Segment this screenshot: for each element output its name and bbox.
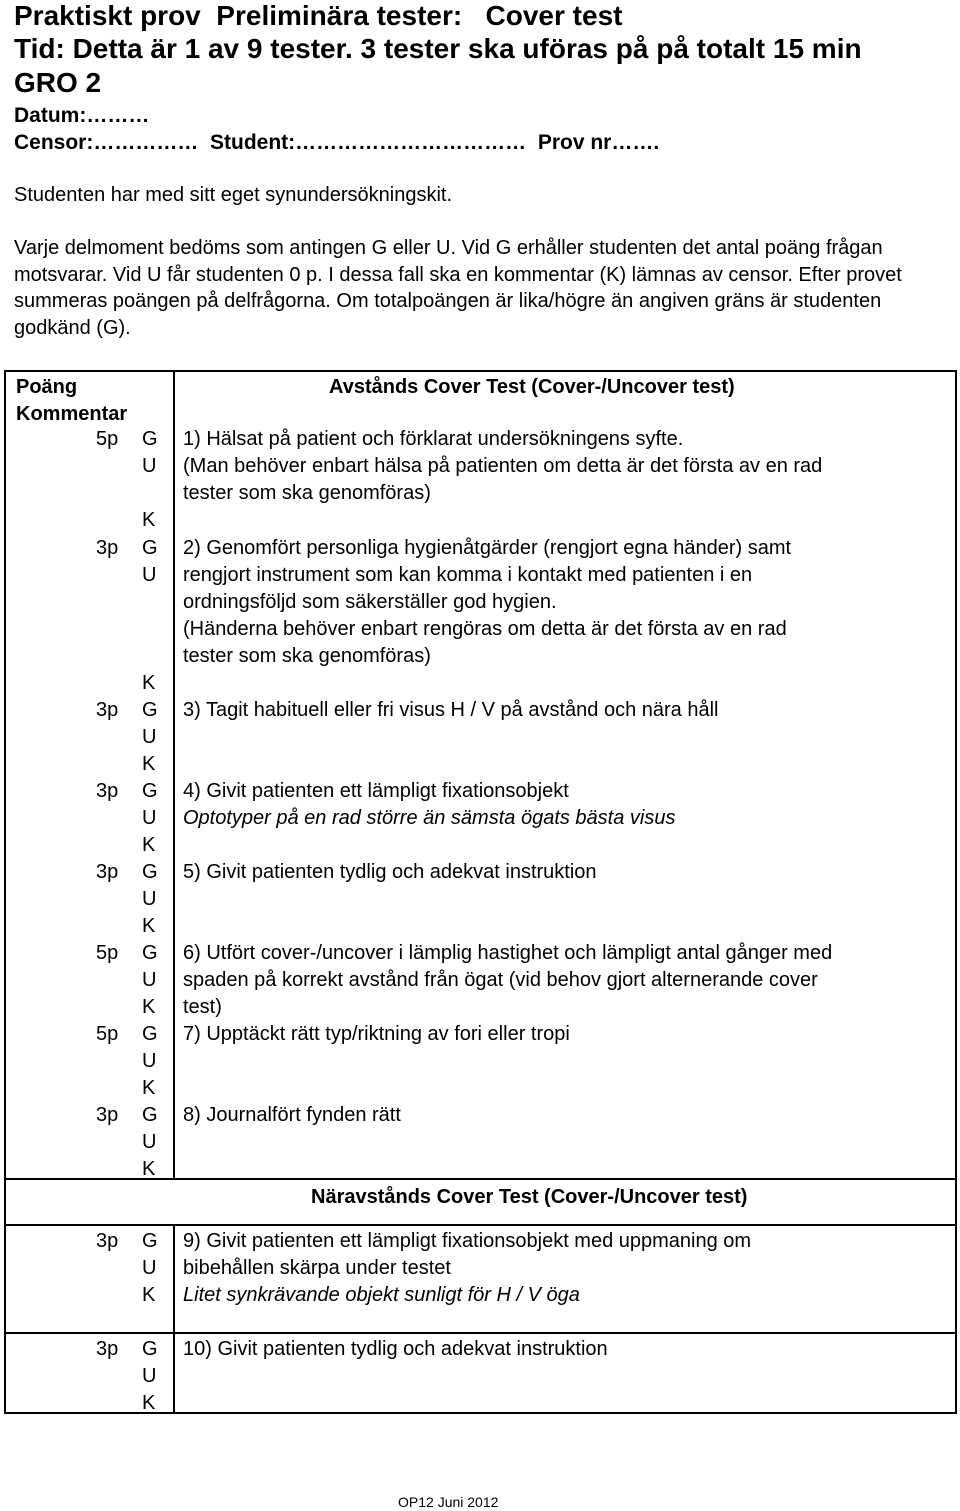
criterion-text-line: 2) Genomfört personliga hygienåtgärder (rengjort egna händer) samt bbox=[183, 537, 792, 559]
criterion-text-line: 1) Hälsat på patient och förklarat undersökningens syfte. bbox=[183, 428, 684, 450]
grade-g-label: G bbox=[142, 861, 158, 883]
title-line-2: Tid: Detta är 1 av 9 tester. 3 tester ska uföras på på totalt 15 min bbox=[14, 33, 862, 64]
criterion-text-line: 8) Journalfört fynden rätt bbox=[183, 1104, 401, 1126]
grade-g-label: G bbox=[142, 428, 158, 450]
grade-k-label: K bbox=[142, 753, 156, 775]
intro-paragraph-1: Studenten har med sitt eget synundersökningskit. bbox=[14, 184, 453, 206]
grade-k-label: K bbox=[142, 509, 156, 531]
grade-u-label: U bbox=[142, 726, 157, 748]
footer-text: OP12 Juni 2012 bbox=[398, 1494, 499, 1510]
col-header-poang: Poäng bbox=[16, 376, 78, 398]
grade-u-label: U bbox=[142, 1050, 157, 1072]
criterion-item bbox=[183, 1336, 948, 1363]
points-value: 3p bbox=[96, 1104, 119, 1126]
criterion-text-line: 9) Givit patienten ett lämpligt fixationsobjekt med uppmaning om bbox=[183, 1230, 752, 1252]
grade-u-label: U bbox=[142, 1257, 157, 1279]
grade-k-label: K bbox=[142, 834, 156, 856]
grade-g-label: G bbox=[142, 1104, 158, 1126]
criterion-item bbox=[183, 1021, 948, 1048]
criterion-text-line: tester som ska genomföras) bbox=[183, 482, 431, 504]
grade-k-label: K bbox=[142, 1077, 156, 1099]
criterion-text-line: spaden på korrekt avstånd från ögat (vid behov gjort alternerande cover bbox=[183, 969, 818, 991]
grade-g-label: G bbox=[142, 1338, 158, 1360]
row-points-cell bbox=[86, 1336, 166, 1476]
criterion-text-line: 3) Tagit habituell eller fri visus H / V på avstånd och nära håll bbox=[183, 699, 719, 721]
grade-k-label: K bbox=[142, 1284, 156, 1306]
section-header-distance: Avstånds Cover Test (Cover-/Uncover test) bbox=[329, 376, 735, 398]
date-line: Datum:……… bbox=[14, 104, 150, 127]
scoring-table bbox=[4, 370, 957, 1414]
row-points-cell bbox=[86, 1102, 166, 1242]
criterion-text-line: (Man behöver enbart hälsa på patienten om detta är det första av en rad bbox=[183, 455, 823, 477]
grade-u-label: U bbox=[142, 564, 157, 586]
points-value: 5p bbox=[96, 428, 119, 450]
criterion-item bbox=[183, 1102, 948, 1129]
points-value: 3p bbox=[96, 699, 119, 721]
criterion-item bbox=[183, 778, 948, 832]
criterion-text-line: (Händerna behöver enbart rengöras om detta är det första av en rad bbox=[183, 618, 787, 640]
grade-g-label: G bbox=[142, 537, 158, 559]
criterion-text-line: 4) Givit patienten ett lämpligt fixationsobjekt bbox=[183, 780, 569, 802]
grade-g-label: G bbox=[142, 942, 158, 964]
points-value: 5p bbox=[96, 1023, 119, 1045]
points-value: 5p bbox=[96, 942, 119, 964]
criterion-text-line: rengjort instrument som kan komma i kontakt med patienten i en bbox=[183, 564, 753, 586]
criterion-text-line: ordningsföljd som säkerställer god hygien. bbox=[183, 591, 557, 613]
grade-k-label: K bbox=[142, 1158, 156, 1180]
criterion-text-line: bibehållen skärpa under testet bbox=[183, 1257, 451, 1279]
criterion-text-line: 6) Utfört cover-/uncover i lämplig hastighet och lämpligt antal gånger med bbox=[183, 942, 833, 964]
points-value: 3p bbox=[96, 861, 119, 883]
criterion-item bbox=[183, 859, 948, 886]
grade-g-label: G bbox=[142, 1230, 158, 1252]
criterion-note-italic: Litet synkrävande objekt sunligt för H / V öga bbox=[183, 1284, 580, 1306]
grade-g-label: G bbox=[142, 1023, 158, 1045]
points-value: 3p bbox=[96, 1338, 119, 1360]
grade-u-label: U bbox=[142, 1365, 157, 1387]
censor-student-line: Censor:…………… Student:…………………………… Prov nr……. bbox=[14, 131, 660, 154]
points-value: 3p bbox=[96, 1230, 119, 1252]
grade-g-label: G bbox=[142, 699, 158, 721]
criterion-text-line: tester som ska genomföras) bbox=[183, 645, 431, 667]
grade-k-label: K bbox=[142, 915, 156, 937]
criterion-item bbox=[183, 940, 948, 1021]
section-header-near: Näravstånds Cover Test (Cover-/Uncover test) bbox=[311, 1186, 748, 1208]
points-value: 3p bbox=[96, 780, 119, 802]
grade-k-label: K bbox=[142, 1392, 156, 1414]
intro-paragraph-2: Varje delmoment bedöms som antingen G eller U. Vid G erhåller studenten det antal poäng frågan motsvarar. Vid U får studenten 0 p. I dessa fall ska en kommentar (K) lämnas av censor. Efter provet summeras poängen på delfrågorna. Om totalpoängen är lika/högre än angiven gräns är studenten godkänd (G). bbox=[14, 237, 902, 339]
grade-k-label: K bbox=[142, 996, 156, 1018]
grade-u-label: U bbox=[142, 888, 157, 910]
grade-u-label: U bbox=[142, 455, 157, 477]
grade-u-label: U bbox=[142, 807, 157, 829]
criterion-text-line: test) bbox=[183, 996, 222, 1018]
grade-u-label: U bbox=[142, 1131, 157, 1153]
grade-k-label: K bbox=[142, 672, 156, 694]
row-points-cell bbox=[86, 535, 166, 694]
grade-u-label: U bbox=[142, 969, 157, 991]
criterion-item bbox=[183, 1228, 948, 1309]
criterion-item bbox=[183, 426, 948, 507]
criterion-text-line: 7) Upptäckt rätt typ/riktning av fori eller tropi bbox=[183, 1023, 570, 1045]
col-header-kommentar: Kommentar bbox=[16, 403, 128, 425]
title-line-3: GRO 2 bbox=[14, 67, 102, 98]
criterion-text-line: 5) Givit patienten tydlig och adekvat instruktion bbox=[183, 861, 597, 883]
criterion-item bbox=[183, 535, 948, 670]
criterion-note-italic: Optotyper på en rad större än sämsta ögats bästa visus bbox=[183, 807, 676, 829]
criterion-text-line: 10) Givit patienten tydlig och adekvat instruktion bbox=[183, 1338, 608, 1360]
grade-g-label: G bbox=[142, 780, 158, 802]
points-value: 3p bbox=[96, 537, 119, 559]
title-line-1: Praktiskt prov Preliminära tester: Cover test bbox=[14, 0, 623, 31]
criterion-item bbox=[183, 697, 948, 724]
